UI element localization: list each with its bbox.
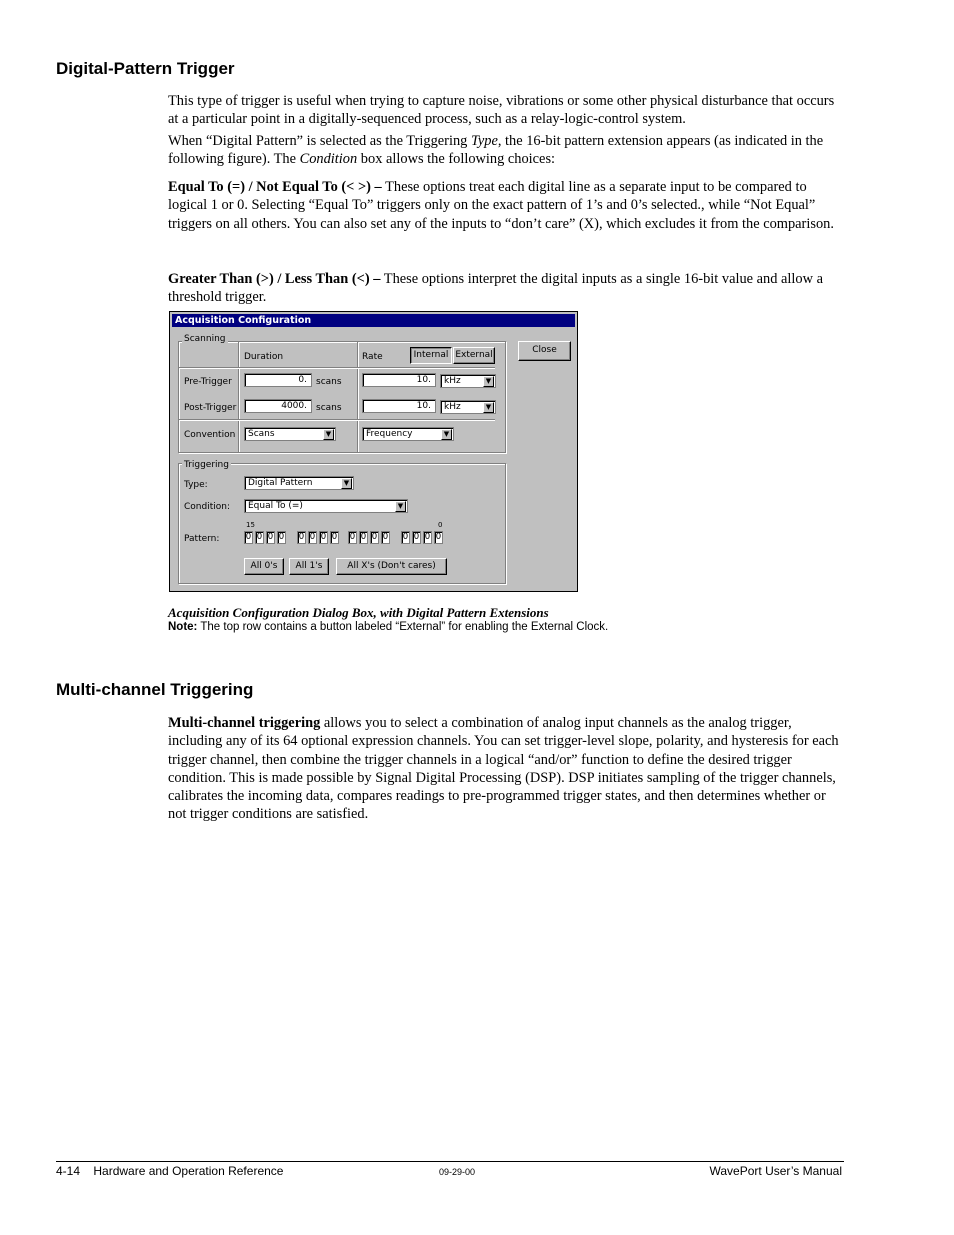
figure-caption: Acquisition Configuration Dialog Box, with Digital Pattern Extensions xyxy=(168,605,549,620)
pattern-bit-input[interactable]: 0 xyxy=(320,532,327,542)
text-segment: These options treat each digital line as a separate input to be compared to logical 1 or 0. Selecting “Equal To” triggers only on the exact pattern of 1’s and 0’s selected., while “Not Equal” triggers on all others. You can also set any of the inputs to “don’t care” (X), which excludes it from the comparison. xyxy=(168,179,834,232)
italic-type: Type xyxy=(470,133,498,149)
pattern-bit-input[interactable]: 0 xyxy=(309,532,316,542)
pre-trigger-label: Pre-Trigger xyxy=(184,377,232,387)
select-value: Scans xyxy=(248,429,275,439)
pattern-bit-input[interactable]: 0 xyxy=(267,532,274,542)
select-value: Digital Pattern xyxy=(248,478,313,488)
pattern-bit-input[interactable]: 0 xyxy=(256,532,263,542)
paragraph-type-selection xyxy=(168,132,844,169)
paragraph-intro: This type of trigger is useful when trying to capture noise, vibrations or some other physical disturbance that occurs at a particular point in a digitally-sequenced process, such as a relay-logic-control system. xyxy=(168,93,835,128)
convention-rate-select[interactable] xyxy=(362,427,454,441)
pattern-bit-input[interactable]: 0 xyxy=(402,532,409,542)
col-duration-label: Duration xyxy=(244,352,284,362)
post-trigger-duration-input[interactable]: 4000. xyxy=(244,399,312,413)
dialog-title: Acquisition Configuration xyxy=(172,314,575,327)
text-segment: When “Digital Pattern” is selected as the Triggering xyxy=(168,133,471,149)
paragraph-multi-channel xyxy=(168,714,844,824)
italic-condition: Condition xyxy=(299,151,358,168)
divider xyxy=(179,419,495,420)
pattern-bit-input[interactable]: 0 xyxy=(298,532,305,542)
pattern-bit-input[interactable]: 0 xyxy=(349,532,356,542)
pattern-bit-input[interactable]: 0 xyxy=(331,532,338,542)
chevron-down-icon[interactable]: ▼ xyxy=(483,376,494,387)
footer-date: 09-29-00 xyxy=(439,1167,476,1177)
section-heading-multi-channel: Multi-channel Triggering xyxy=(56,680,254,699)
text-segment: box allows the following choices: xyxy=(357,151,556,168)
text-segment: , the 16-bit pattern extension appears (as indicated in the following figure). The xyxy=(168,133,824,168)
paragraph-greater-than xyxy=(168,270,844,307)
scans-unit-label: scans xyxy=(316,377,342,387)
internal-clock-button[interactable]: Internal xyxy=(410,347,452,364)
pattern-bit-input[interactable]: 0 xyxy=(278,532,285,542)
select-value: kHz xyxy=(444,402,461,412)
col-rate-label: Rate xyxy=(362,352,383,362)
pattern-bit-input[interactable]: 0 xyxy=(424,532,431,542)
pattern-bit-input[interactable]: 0 xyxy=(371,532,378,542)
divider xyxy=(357,342,358,452)
divider xyxy=(238,342,239,452)
chevron-down-icon[interactable]: ▼ xyxy=(323,429,334,440)
close-button[interactable]: Close xyxy=(518,341,571,361)
pattern-bit-input[interactable]: 0 xyxy=(245,532,252,542)
figure-note xyxy=(168,621,608,633)
scanning-label: Scanning xyxy=(184,334,226,344)
all-dont-cares-button[interactable]: All X's (Don't cares) xyxy=(336,558,447,575)
convention-label: Convention xyxy=(184,430,236,440)
select-value: Equal To (=) xyxy=(248,501,303,511)
triggering-label: Triggering xyxy=(184,460,229,470)
bold-term: Equal To (=) / Not Equal To (< >) – xyxy=(168,179,382,195)
scans-unit-label: scans xyxy=(316,403,342,413)
bit-low-index: 0 xyxy=(438,521,443,529)
trigger-condition-select[interactable] xyxy=(244,499,408,513)
note-text: The top row contains a button labeled “External” for enabling the External Clock. xyxy=(197,621,609,633)
pre-trigger-rate-input[interactable]: 10. xyxy=(362,373,436,387)
type-label: Type: xyxy=(184,480,208,490)
chevron-down-icon[interactable]: ▼ xyxy=(441,429,452,440)
acquisition-configuration-dialog xyxy=(169,311,578,592)
all-ones-button[interactable]: All 1's xyxy=(289,558,329,575)
chevron-down-icon[interactable]: ▼ xyxy=(341,478,352,489)
post-trigger-rate-input[interactable]: 10. xyxy=(362,399,436,413)
paragraph-equal-to xyxy=(168,178,844,233)
text-segment: These options interpret the digital inputs as a single 16-bit value and allow a threshold trigger. xyxy=(168,271,823,306)
bold-term: Multi-channel triggering xyxy=(168,715,321,731)
pre-trigger-duration-input[interactable]: 0. xyxy=(244,373,312,387)
select-value: Frequency xyxy=(366,429,413,439)
chevron-down-icon[interactable]: ▼ xyxy=(395,501,406,512)
footer-left: 4-14 Hardware and Operation Reference xyxy=(56,1164,284,1178)
note-label: Note: xyxy=(168,621,198,633)
external-clock-button[interactable]: External xyxy=(453,347,495,364)
condition-label: Condition: xyxy=(184,502,230,512)
post-trigger-rate-unit-select[interactable] xyxy=(440,400,496,414)
chevron-down-icon[interactable]: ▼ xyxy=(483,402,494,413)
footer-rule xyxy=(56,1161,844,1162)
select-value: kHz xyxy=(444,376,461,386)
pattern-bit-input[interactable]: 0 xyxy=(360,532,367,542)
text-segment: allows you to select a combination of analog input channels as the analog trigger, including any of its 64 optional expression channels. You can set trigger-level slope, polarity, and hysteresis for each trigger channel, then combine the trigger channels in a logical “and/or” function to define the desired trigger condition. This is made possible by Signal Digital Processing (DSP). DSP initiates sampling of the trigger channels, calibrates the incoming data, compares readings to pre-programmed trigger states, and then determines whether or not trigger conditions are satisfied. xyxy=(168,715,839,823)
pattern-bit-input[interactable]: 0 xyxy=(382,532,389,542)
pre-trigger-rate-unit-select[interactable] xyxy=(440,374,496,388)
pattern-bit-input[interactable]: 0 xyxy=(413,532,420,542)
divider xyxy=(179,367,495,368)
trigger-type-select[interactable] xyxy=(244,476,354,490)
pattern-bit-input[interactable]: 0 xyxy=(435,532,442,542)
footer-right: WavePort User’s Manual xyxy=(709,1164,842,1178)
section-heading-digital-pattern: Digital-Pattern Trigger xyxy=(56,59,235,78)
pattern-label: Pattern: xyxy=(184,534,220,544)
convention-duration-select[interactable] xyxy=(244,427,336,441)
all-zeros-button[interactable]: All 0's xyxy=(244,558,284,575)
bit-high-index: 15 xyxy=(246,521,255,529)
post-trigger-label: Post-Trigger xyxy=(184,403,237,413)
bold-term: Greater Than (>) / Less Than (<) – xyxy=(168,271,381,287)
